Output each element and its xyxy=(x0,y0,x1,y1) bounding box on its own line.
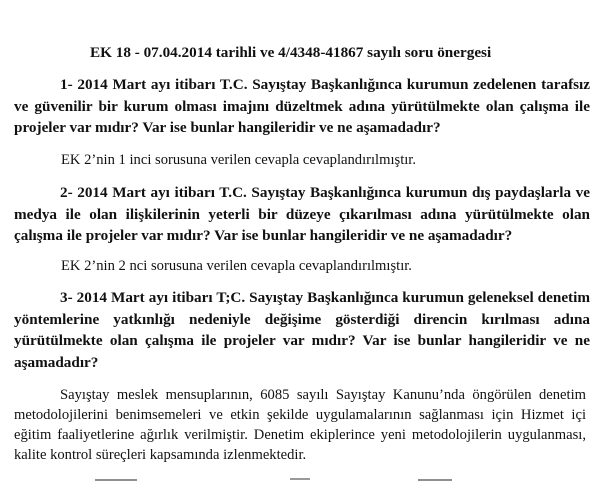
question-2 xyxy=(14,182,590,247)
answer-3 xyxy=(14,385,586,465)
answer-1: EK 2’nin 1 inci sorusuna verilen cevapla cevaplandırılmıştır. xyxy=(61,152,417,168)
question-3 xyxy=(14,287,590,373)
answer-3-text: Sayıştay meslek mensuplarının, 6085 sayılı Sayıştay Kanunu’nda öngörülen denetim metodolojilerini benimsemeleri ve etkin şekilde uygulamalarının sağlanması için Hizmet içi eğitim faaliyetlerine ağırlık verilmiştir. Denetim ekiplerince yeni metodolojilerin uygulanması, kalite kontrol süreçleri kapsamında izlenmektedir. xyxy=(14,387,586,463)
question-2-text: 2- 2014 Mart ayı itibarı T.C. Sayıştay Başkanlığınca kurumun dış paydaşlarla ve medya ile olan ilişkilerinin yeterli bir düzeye çıkarılması adına yürütülmekte olan çalışma ile projeler var mıdır? Var ise bunlar hangileridir ve ne aşamadadır? xyxy=(14,184,590,244)
answer-2: EK 2’nin 2 nci sorusuna verilen cevapla cevaplandırılmıştır. xyxy=(61,258,412,274)
document-title: EK 18 - 07.04.2014 tarihli ve 4/4348-41867 sayılı soru önergesi xyxy=(90,44,492,61)
question-1 xyxy=(14,74,590,139)
question-3-text: 3- 2014 Mart ayı itibarı T;C. Sayıştay Başkanlığınca kurumun geleneksel denetim yöntemlerine yatkınlığı nedeniyle değişime gösterdiği direncin kırılması adına yürütülmekte olan çalışma ile projeler var mıdır? Var ise bunlar hangileridir ve ne aşamadadır? xyxy=(14,289,590,371)
scan-artifact xyxy=(0,476,600,487)
question-1-text: 1- 2014 Mart ayı itibarı T.C. Sayıştay Başkanlığınca kurumun zedelenen tarafsız ve güvenilir bir kurum olması imajını düzeltmek adına yürütülmekte olan çalışma ile projeler var mıdır? Var ise bunlar hangileridir ve ne aşamadadır? xyxy=(14,76,590,136)
